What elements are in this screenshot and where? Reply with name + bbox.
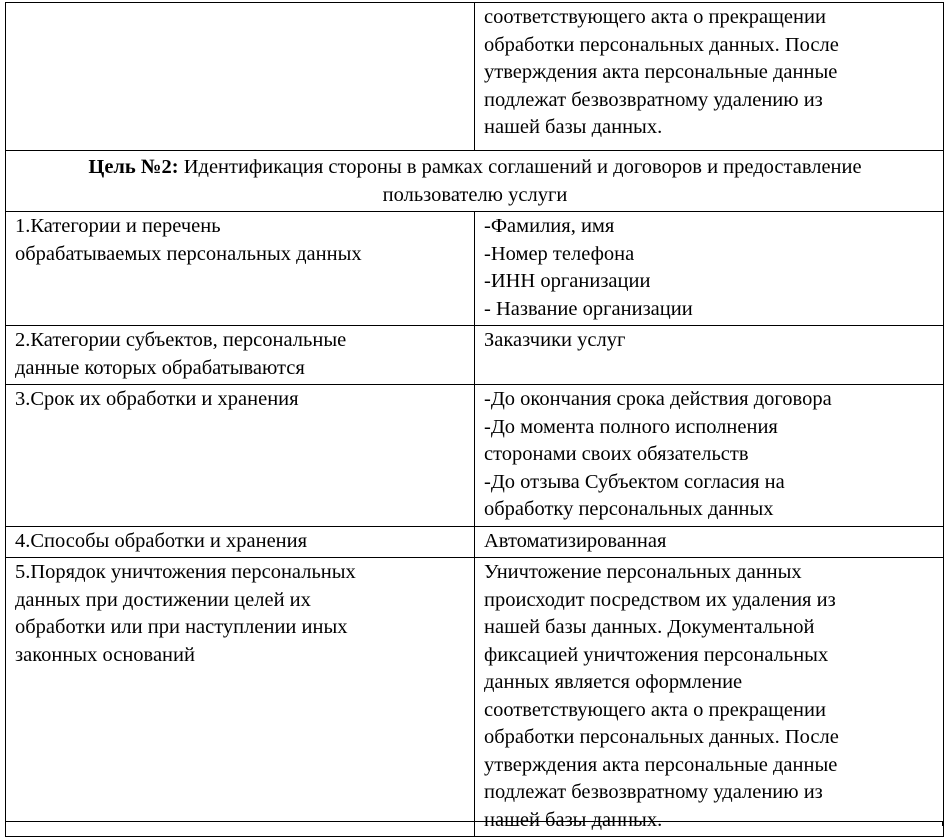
cell-line: 4.Способы обработки и хранения xyxy=(15,529,308,552)
row-value-cell xyxy=(475,558,944,837)
row-label-cell xyxy=(6,326,475,385)
cell-line: сторонами своих обязательств xyxy=(484,443,749,465)
row-label-cell xyxy=(6,558,475,837)
cell-line: 3.Срок их обработки и хранения xyxy=(15,388,299,410)
cell-line: -Номер телефона xyxy=(484,242,635,265)
cell-line: -До момента полного исполнения xyxy=(484,415,778,438)
row-value-cell xyxy=(475,326,944,385)
cell-line: данные которых обрабатываются xyxy=(15,356,305,379)
cell-line: 1.Категории и перечень xyxy=(15,215,221,237)
row-value-cell xyxy=(475,526,944,558)
cell-line: -ИНН организации xyxy=(484,270,651,292)
cell-line: нашей базы данных. Документальной xyxy=(484,616,815,638)
row-label-cell xyxy=(6,526,475,558)
continued-right-cell xyxy=(475,3,944,151)
row-value-cell xyxy=(475,385,944,527)
cell-line: - Название организации xyxy=(484,297,693,320)
cell-line: обработки персональных данных. После xyxy=(484,33,839,56)
table-row-continued xyxy=(6,3,944,151)
cell-line: -До отзыва Субъектом согласия на xyxy=(484,470,785,493)
cell-line: утверждения акта персональные данные xyxy=(484,753,838,776)
cell-line: данных при достижении целей их xyxy=(15,588,311,611)
cell-line: обработки или при наступлении иных xyxy=(15,616,348,638)
cell-line: Автоматизированная xyxy=(484,529,667,552)
cell-line: фиксацией уничтожения персональных xyxy=(484,643,829,666)
cell-line: 2.Категории субъектов, персональные xyxy=(15,329,347,351)
row-label-cell xyxy=(6,385,475,527)
goal-text-line2: пользователю услуги xyxy=(382,184,568,206)
cell-line: соответствующего акта о прекращении xyxy=(484,6,826,28)
cell-line: обработку персональных данных xyxy=(484,498,774,520)
row-value-cell xyxy=(475,212,944,326)
cell-line: -Фамилия, имя xyxy=(484,215,615,237)
goal-header-row xyxy=(6,151,944,212)
cell-line: обработки персональных данных. После xyxy=(484,726,839,748)
goal-header-cell xyxy=(6,151,944,212)
cell-line: 5.Порядок уничтожения персональных xyxy=(15,561,356,583)
goal-text: Идентификация стороны в рамках соглашений и договоров и предоставление xyxy=(178,156,862,178)
table-row-destruction xyxy=(6,558,944,837)
cell-line: -До окончания срока действия договора xyxy=(484,388,832,410)
personal-data-table xyxy=(5,2,944,837)
cell-line: утверждения акта персональные данные xyxy=(484,61,838,83)
cell-line: нашей базы данных. xyxy=(484,116,663,138)
cell-line: обрабатываемых персональных данных xyxy=(15,242,362,265)
next-table-top-border xyxy=(5,821,943,826)
cell-line: Уничтожение персональных данных xyxy=(484,561,802,583)
cell-line: нашей базы данных. xyxy=(484,808,663,831)
cell-line: данных является оформление xyxy=(484,671,743,693)
cell-line: Заказчики услуг xyxy=(484,329,626,351)
continued-left-cell xyxy=(6,3,475,151)
table-row-subjects xyxy=(6,326,944,385)
cell-line: подлежат безвозвратному удалению из xyxy=(484,88,823,111)
cell-line: подлежат безвозвратному удалению из xyxy=(484,781,823,803)
row-label-cell xyxy=(6,212,475,326)
goal-label: Цель №2: xyxy=(88,156,179,178)
cell-line: происходит посредством их удаления из xyxy=(484,588,836,611)
cell-line: законных оснований xyxy=(15,643,195,666)
table-row-categories xyxy=(6,212,944,326)
cell-line: соответствующего акта о прекращении xyxy=(484,698,826,721)
table-row-methods xyxy=(6,526,944,558)
table-row-term xyxy=(6,385,944,527)
